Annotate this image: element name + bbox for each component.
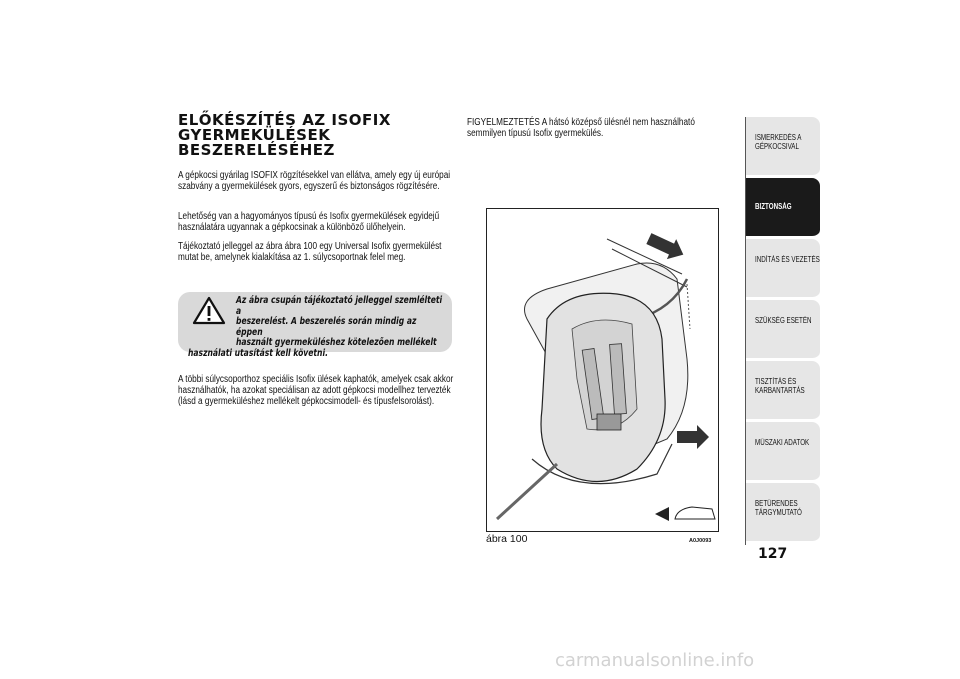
tab-label: TISZTÍTÁS ÉS KARBANTARTÁS xyxy=(755,377,805,395)
paragraph-combined-use: Lehetőség van a hagyományos típusú és Isofix gyermekülések egyidejű használatára ugyannak a gépkocsinak a különböző ülőhelyein. xyxy=(178,211,440,234)
warning-line-4: használati utasítást kell követni. xyxy=(188,347,328,359)
tab-getting-to-know[interactable] xyxy=(746,117,820,177)
paragraph-other-weight-groups: A többi súlycsoporthoz speciális Isofix ülések kaphatók, amelyek csak akkor használhatók, ha azokat speciálisan az adott gépkocsi modellhez tervezték (lásd a gyermeküléshez mellékelt gépkocsimodell- és típusfelsorolást). xyxy=(178,374,454,408)
page-number: 127 xyxy=(758,546,788,562)
warning-line-1: Az ábra csupán tájékoztató jelleggel szemlélteti a xyxy=(236,295,443,317)
heading-line-1: ELŐKÉSZÍTÉS AZ ISOFIX xyxy=(178,111,391,129)
tab-label: BETŰRENDES TÁRGYMUTATÓ xyxy=(755,499,802,517)
section-heading xyxy=(178,113,428,158)
warning-box xyxy=(178,292,452,359)
figure-code: A0J0093 xyxy=(689,538,712,544)
tab-starting-driving[interactable] xyxy=(746,239,820,299)
tab-label: BIZTONSÁG xyxy=(755,202,792,211)
chapter-tabs xyxy=(745,117,820,545)
watermark: carmanualsonline.info xyxy=(555,650,755,671)
figure-child-seat xyxy=(486,208,719,532)
paragraph-figure-reference: Tájékoztató jelleggel az ábra ábra 100 egy Universal Isofix gyermekülést mutat be, amelynek kialakítása az 1. súlycsoportnak felel meg. xyxy=(178,241,442,264)
tab-label: SZÜKSÉG ESETÉN xyxy=(755,316,812,325)
paragraph-isofix-intro: A gépkocsi gyárilag ISOFIX rögzítésekkel van ellátva, amely egy új európai szabvány a gyermekülések gyors, egyszerű és biztonságos rögzítésére. xyxy=(178,170,451,193)
tab-safety[interactable] xyxy=(746,178,820,238)
tab-maintenance[interactable] xyxy=(746,361,820,421)
tab-emergency[interactable] xyxy=(746,300,820,360)
tab-index[interactable] xyxy=(746,483,820,543)
tab-label: INDÍTÁS ÉS VEZETÉS xyxy=(755,255,820,264)
tab-technical-data[interactable] xyxy=(746,422,820,482)
warning-line-3: használt gyermeküléshez kötelezően mellékelt xyxy=(236,337,437,348)
figure-caption: ábra 100 xyxy=(486,533,528,545)
child-seat-illustration xyxy=(487,209,720,533)
warning-text xyxy=(188,296,444,359)
heading-line-3: BESZERELÉSÉHEZ xyxy=(178,141,335,159)
heading-line-2: GYERMEKÜLÉSEK xyxy=(178,126,331,144)
tab-label: MŰSZAKI ADATOK xyxy=(755,438,810,447)
warning-line-2: beszerelést. A beszerelés során mindig az éppen xyxy=(236,316,417,338)
warning-note: FIGYELMEZTETÉS A hátsó középső ülésnél nem használható semmilyen típusú Isofix gyermekülés. xyxy=(467,117,695,140)
tab-label: ISMERKEDÉS A GÉPKOCSIVAL xyxy=(755,133,802,151)
